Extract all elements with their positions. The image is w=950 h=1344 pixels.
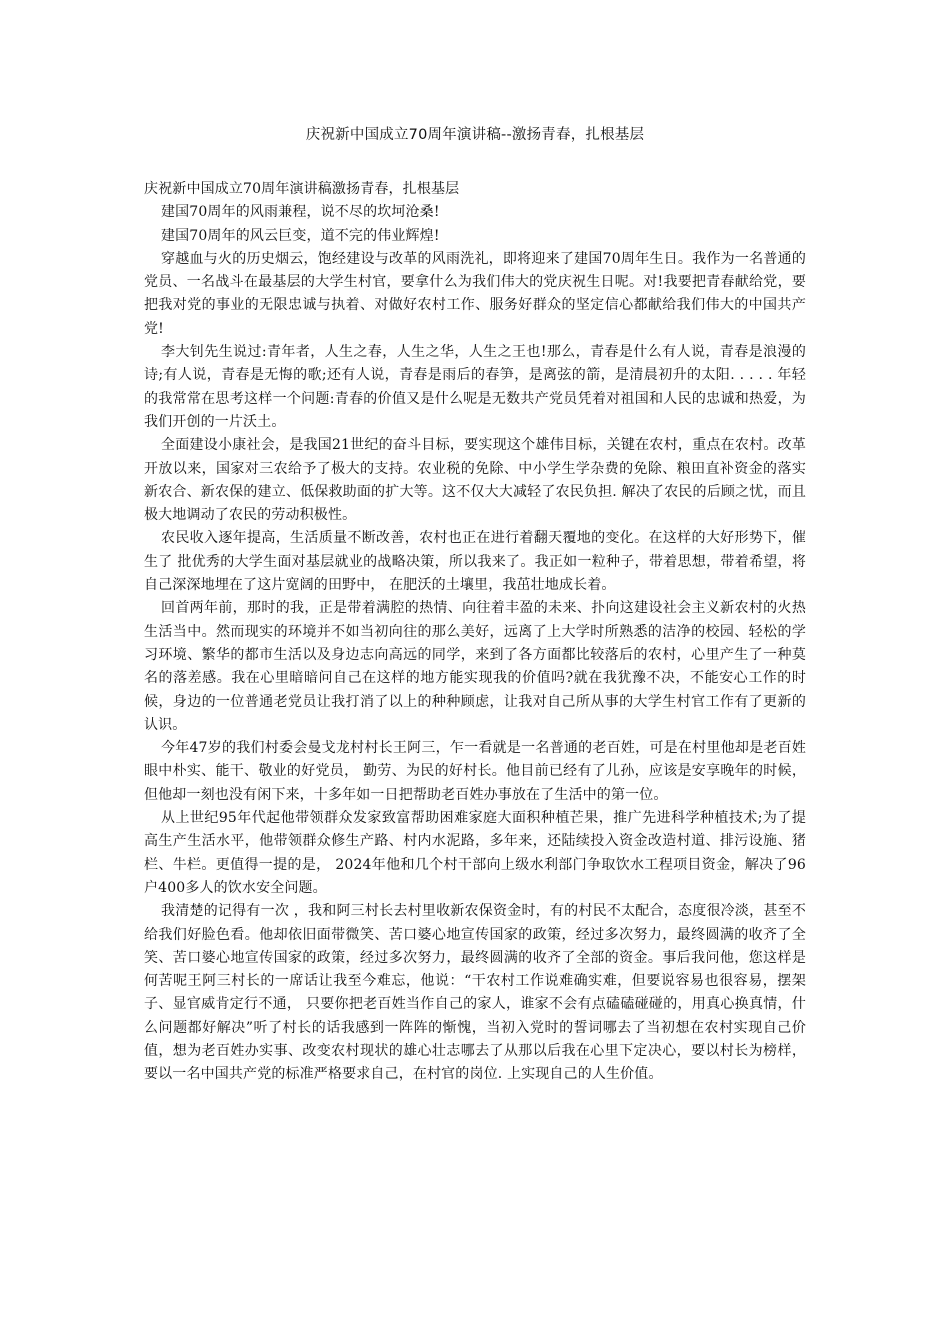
body-heading: 庆祝新中国成立70周年演讲稿激扬青春，扎根基层 bbox=[144, 181, 460, 197]
paragraph: 农民收入逐年提高，生活质量不断改善，农村也正在进行着翻天覆地的变化。在这样的大好形势下，催生了 批优秀的大学生面对基层就业的战略决策，所以我来了。我正如一粒种子，带着思想，带着希望，将自己深深地埋在了这片宽阔的田野中， 在肥沃的土壤里，我茁壮地成长着。 bbox=[144, 530, 806, 594]
document-body bbox=[144, 178, 806, 1087]
paragraph: 全面建设小康社会，是我国21世纪的奋斗目标，要实现这个雄伟目标，关键在农村，重点在农村。改革开放以来，国家对三农给予了极大的支持。农业税的免除、中小学生学杂费的免除、粮田直补资金的落实新农合、新农保的建立、低保救助面的扩大等。这不仅大大减轻了农民负担. 解决了农民的后顾之忧，而且极大地调动了农民的劳动积极性。 bbox=[144, 437, 806, 524]
paragraph: 建国70周年的风云巨变，道不完的伟业辉煌! bbox=[161, 227, 440, 244]
paragraph: 从上世纪95年代起他带领群众发家致富帮助困难家庭大面积种植芒果，推广先进科学种植技术;为了提高生产生活水平，他带领群众修生产路、村内水泥路，多年来，还陆续投入资金改造村道、排污设施、猪栏、牛栏。更值得一提的是， 2024年他和几个村干部向上级水利部门争取饮水工程项目资金，解决了96户400多人的饮水安全问题。 bbox=[144, 810, 806, 896]
paragraph: 今年47岁的我们村委会曼戈龙村村长王阿三，乍一看就是一名普通的老百姓，可是在村里他却是老百姓眼中朴实、能干、敬业的好党员， 勤劳、为民的好村长。他目前已经有了儿孙，应该是安享晚年的时候，但他却一刻也没有闲下来，十多年如一日把帮助老百姓办事放在了生活中的第一位。 bbox=[144, 740, 806, 803]
paragraph: 李大钊先生说过:青年者，人生之春，人生之华，人生之王也!那么，青春是什么有人说，青春是浪漫的诗;有人说，青春是无悔的歌;还有人说，青春是雨后的春笋，是离弦的箭，是清晨初升的太阳. . . . . 年轻的我常常在思考这样一个问题:青春的价值又是什么呢是无数共产党员凭着对祖国和人民的忠诚和热爱，为我们开创的一片沃土。 bbox=[144, 344, 806, 430]
paragraph: 穿越血与火的历史烟云，饱经建设与改革的风雨洗礼，即将迎来了建国70周年生日。我作为一名普通的党员、一名战斗在最基层的大学生村官，要拿什么为我们伟大的党庆祝生日呢。对!我要把青春献给党，要把我对党的事业的无限忠诚与执着、对做好农村工作、服务好群众的坚定信心都献给我们伟大的中国共产党! bbox=[144, 250, 806, 337]
document-title: 庆祝新中国成立70周年演讲稿--激扬青春，扎根基层 bbox=[305, 127, 645, 143]
paragraph: 我清楚的记得有一次 ，我和阿三村长去村里收新农保资金时，有的村民不太配合，态度很冷淡，甚至不给我们好脸色看。他却依旧面带微笑、苦口婆心地宣传国家的政策，经过多次努力，最终圆满的收齐了全笑、苦口婆心地宣传国家的政策，经过多次努力，最终圆满的收齐了全部的资金。事后我问他，您这样是何苦呢王阿三村长的一席话让我至今难忘，他说：“干农村工作说难确实难，但要说容易也很容易，摆架子、显官威肯定行不通， 只要你把老百姓当作自己的家人，谁家不会有点磕磕碰碰的，用真心换真情，什么问题都好解决”听了村长的话我感到一阵阵的惭愧，当初入党时的誓词哪去了当初想在农村实现自己价值，想为老百姓办实事、改变农村现状的雄心壮志哪去了从那以后我在心里下定决心，要以村长为榜样，要以一名中国共产党的标准严格要求自己，在村官的岗位. 上实现自己的人生价值。 bbox=[144, 903, 806, 1083]
paragraph: 回首两年前，那时的我，正是带着满腔的热情、向往着丰盈的未来、扑向这建设社会主义新农村的火热生活当中。然而现实的环境并不如当初向往的那么美好，远离了上大学时所熟悉的洁净的校园、轻松的学习环境、繁华的都市生活以及身边志向高远的同学，来到了各方面都比较落后的农村，心里产生了一种莫名的落差感。我在心里暗暗问自己在这样的地方能实现我的价值吗?就在我犹豫不决，不能安心工作的时候，身边的一位普通老党员让我打消了以上的种种顾虑，让我对自己所从事的大学生村官工作有了更新的认识。 bbox=[144, 600, 806, 733]
paragraph: 建国70周年的风雨兼程，说不尽的坎坷沧桑! bbox=[161, 204, 440, 221]
